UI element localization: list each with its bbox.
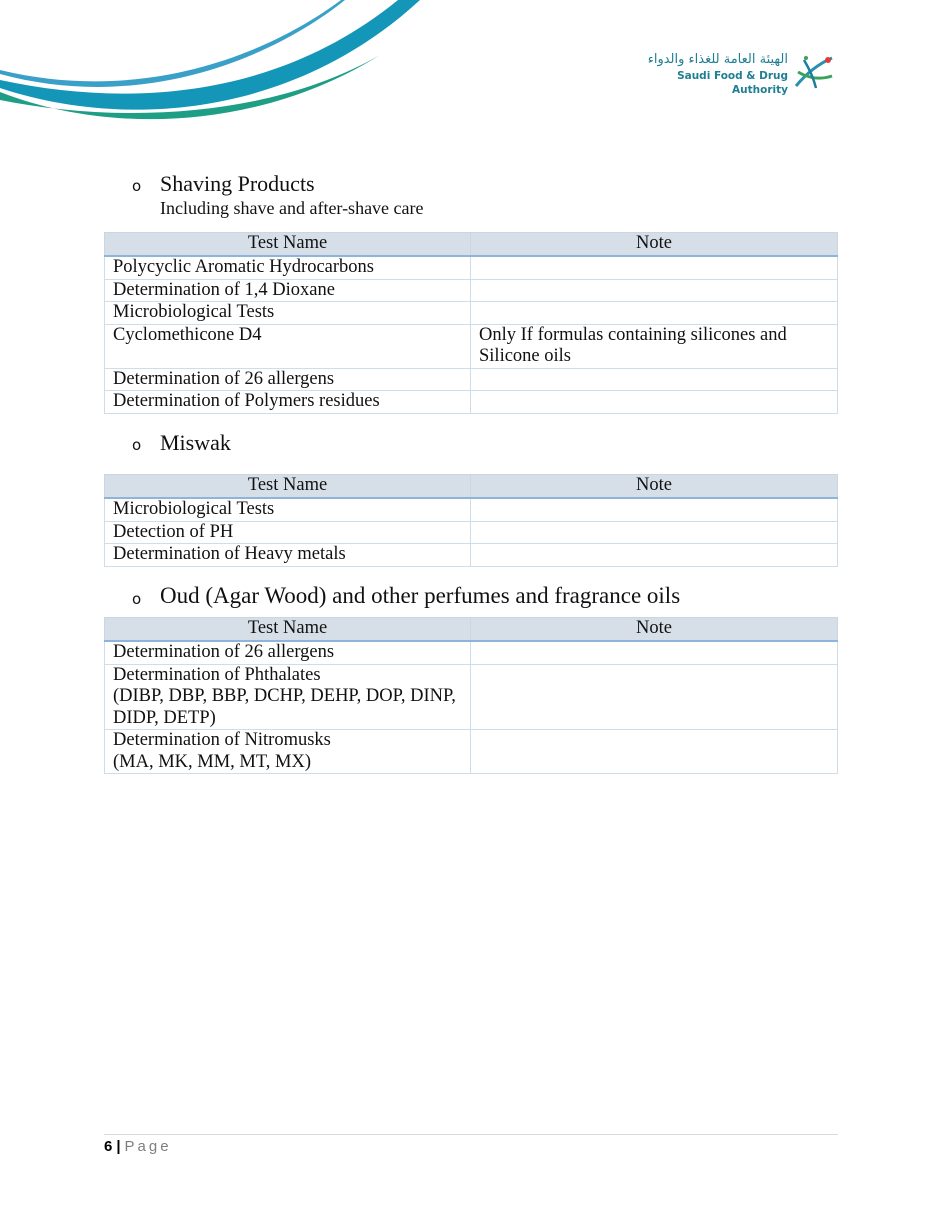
- section-title: Oud (Agar Wood) and other perfumes and fragrance oils: [160, 583, 681, 608]
- logo-english-text: Saudi Food & Drug Authority: [677, 70, 788, 96]
- oud-tests-table: [104, 617, 838, 774]
- table-row: [105, 521, 838, 544]
- page-number: 6: [104, 1138, 113, 1155]
- note-cell: [471, 368, 838, 391]
- table-row: [105, 302, 838, 325]
- note-cell: [471, 641, 838, 664]
- table-row: [105, 730, 838, 774]
- shaving-tests-table: [104, 232, 838, 414]
- test-name-cell: Determination of 1,4 Dioxane: [105, 279, 471, 302]
- column-header: Note: [471, 475, 838, 499]
- column-header: Note: [471, 618, 838, 642]
- note-cell: [471, 498, 838, 521]
- sfda-emblem-icon: [792, 52, 836, 90]
- page-footer: [104, 1138, 172, 1155]
- test-name-cell: Polycyclic Aromatic Hydrocarbons: [105, 256, 471, 279]
- column-header: Note: [471, 233, 838, 257]
- table-row: [105, 368, 838, 391]
- test-name: Determination of Nitromusks: [113, 730, 331, 750]
- table-row: [105, 641, 838, 664]
- test-name-cell: [105, 730, 471, 774]
- table-row: [105, 256, 838, 279]
- test-detail: (MA, MK, MM, MT, MX): [113, 751, 312, 772]
- test-name-cell: Determination of 26 allergens: [105, 368, 471, 391]
- table-row: [105, 391, 838, 414]
- logo-arabic-text: الهيئة العامة للغذاء والدواء: [647, 52, 788, 67]
- table-row: [105, 664, 838, 730]
- header-swoosh: [0, 0, 440, 140]
- column-header: Test Name: [105, 233, 471, 257]
- bullet-circle-icon: o: [132, 177, 142, 195]
- column-header: Test Name: [105, 475, 471, 499]
- sfda-logo: [630, 52, 840, 96]
- section-title: Shaving Products: [160, 171, 315, 196]
- test-name-cell: Detection of PH: [105, 521, 471, 544]
- footer-divider: [104, 1134, 838, 1135]
- bullet-circle-icon: o: [132, 590, 142, 608]
- page-label: Page: [124, 1138, 172, 1155]
- test-name-cell: Cyclomethicone D4: [105, 324, 471, 368]
- section-subtitle: Including shave and after-shave care: [160, 198, 424, 218]
- note-cell: [471, 256, 838, 279]
- test-name-cell: Determination of Polymers residues: [105, 391, 471, 414]
- table-row: [105, 498, 838, 521]
- test-name-cell: [105, 664, 471, 730]
- test-name: Determination of Phthalates: [113, 664, 321, 685]
- note-cell: [471, 302, 838, 325]
- note-cell: [471, 730, 838, 774]
- note-cell: [471, 279, 838, 302]
- test-name-cell: Microbiological Tests: [105, 498, 471, 521]
- test-name-cell: [105, 641, 471, 664]
- page-separator: |: [116, 1138, 121, 1155]
- note-cell: [471, 391, 838, 414]
- note-cell: [471, 664, 838, 730]
- column-header: Test Name: [105, 618, 471, 642]
- section-title: Miswak: [160, 430, 231, 455]
- bullet-circle-icon: o: [132, 436, 142, 454]
- test-name-cell: Microbiological Tests: [105, 302, 471, 325]
- table-row: [105, 324, 838, 368]
- miswak-tests-table: [104, 474, 838, 567]
- test-name-cell: Determination of Heavy metals: [105, 544, 471, 567]
- table-header-row: [105, 233, 838, 257]
- table-row: [105, 544, 838, 567]
- note-cell: [471, 544, 838, 567]
- table-row: [105, 279, 838, 302]
- table-header-row: [105, 475, 838, 499]
- test-name: Determination of 26 allergens: [113, 642, 335, 662]
- table-header-row: [105, 618, 838, 642]
- test-detail: (DIBP, DBP, BBP, DCHP, DEHP, DOP, DINP, DIDP, DETP): [113, 686, 456, 728]
- note-cell: Only If formulas containing silicones and Silicone oils: [471, 324, 838, 368]
- note-cell: [471, 521, 838, 544]
